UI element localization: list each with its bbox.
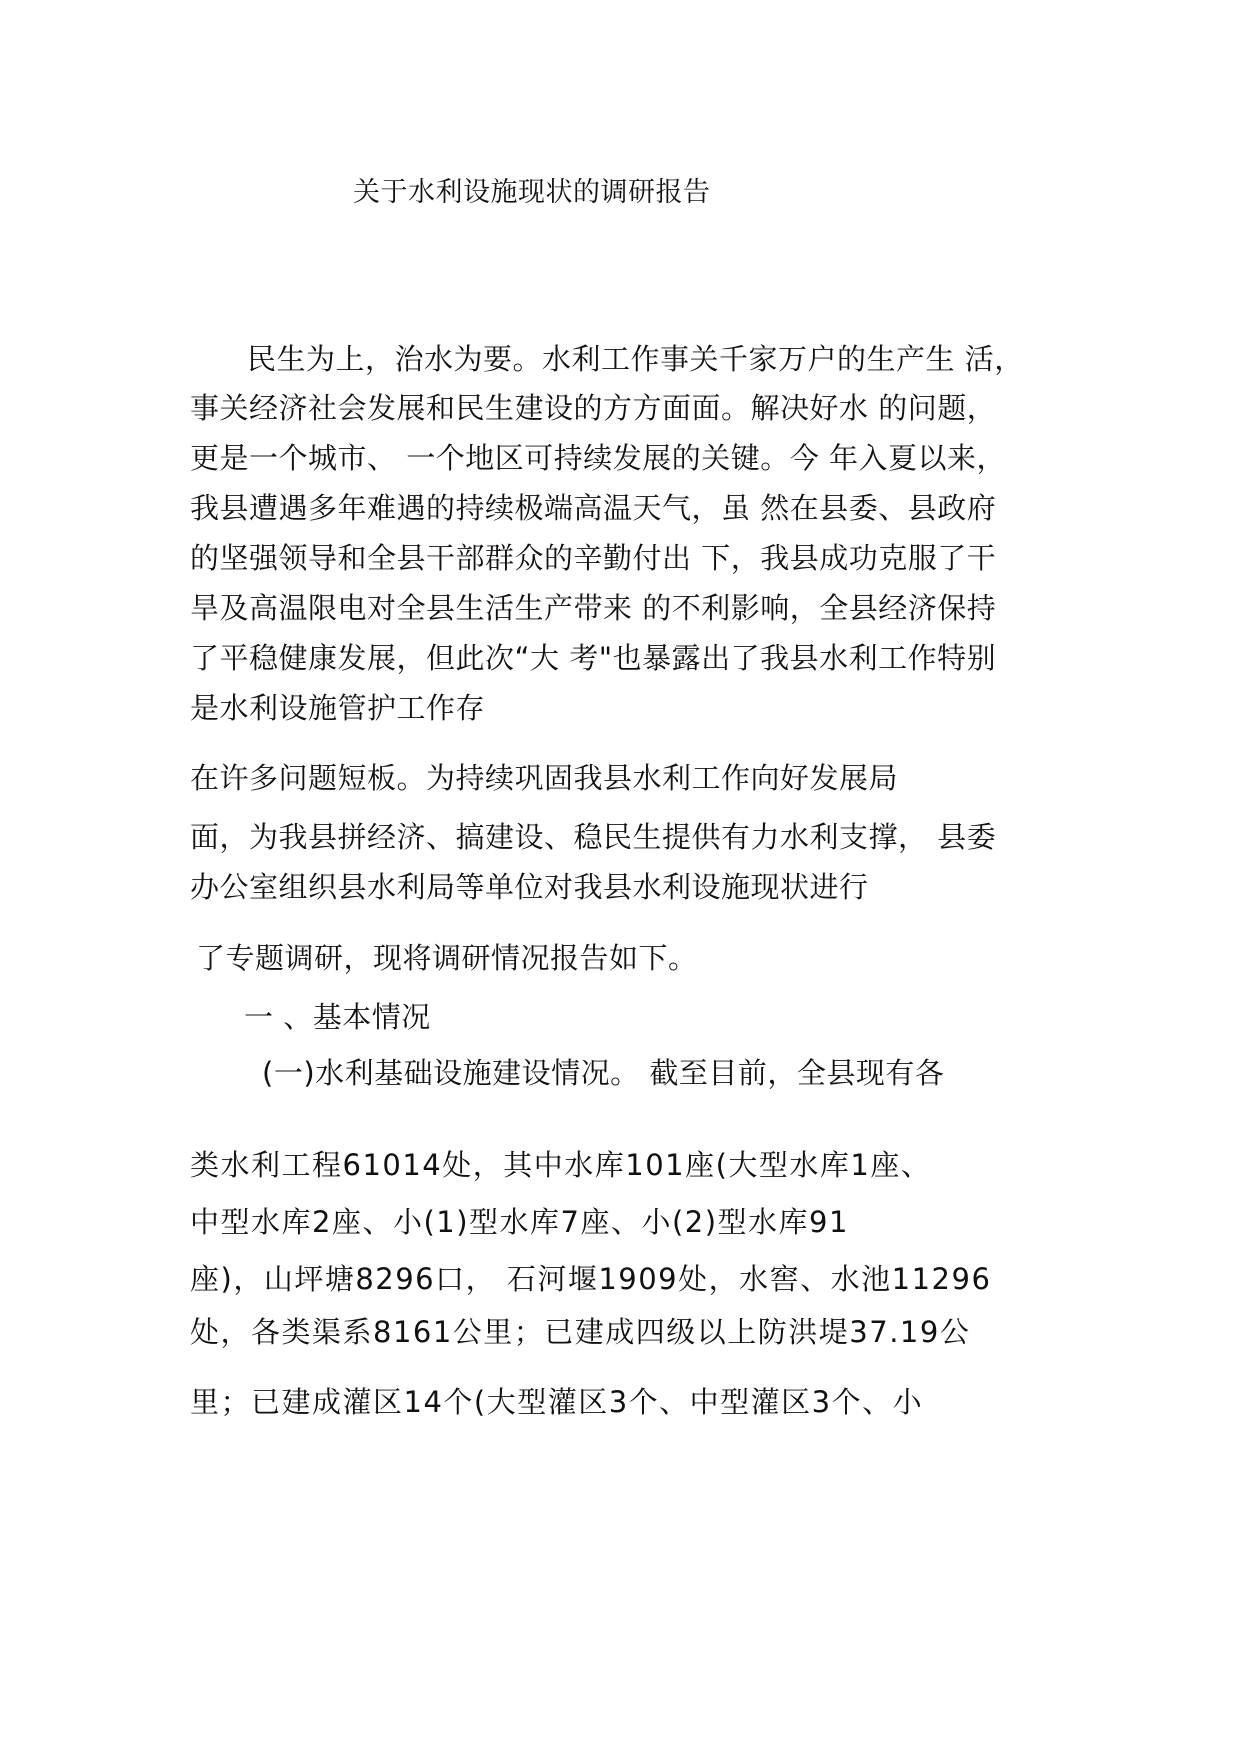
paragraph-line: 的坚强领导和全县干部群众的辛勤付出 下，我县成功克服了干 bbox=[190, 541, 997, 575]
document-title: 关于水利设施现状的调研报告 bbox=[353, 177, 711, 208]
paragraph-line: 了专题调研，现将调研情况报告如下。 bbox=[196, 941, 698, 975]
paragraph-line: 办公室组织县水利局等单位对我县水利设施现状进行 bbox=[190, 870, 869, 904]
paragraph-line: 我县遭遇多年难遇的持续极端高温天气，虽 然在县委、县政府 bbox=[190, 491, 997, 525]
paragraph-line: 事关经济社会发展和民生建设的方方面面。解决好水 的问题， bbox=[190, 391, 997, 425]
paragraph-line: 座)，山坪塘8296口， 石河堰1909处，水窖、水池11296 bbox=[190, 1262, 992, 1296]
paragraph-line: 更是一个城市、 一个地区可持续发展的关键。今 年入夏以来， bbox=[190, 441, 1006, 475]
paragraph-line: 旱及高温限电对全县生活生产带来 的不利影响，全县经济保持 bbox=[190, 591, 997, 625]
section-heading: 一 、基本情况 bbox=[244, 1000, 431, 1034]
paragraph-line: 类水利工程61014处，其中水库101座(大型水库1座、 bbox=[190, 1148, 932, 1182]
paragraph-line: 面，为我县拼经济、搞建设、稳民生提供有力水利支撑， 县委 bbox=[190, 820, 997, 854]
paragraph-line: 民生为上，治水为要。水利工作事关千家万户的生产生 活， bbox=[247, 342, 1024, 376]
subsection-heading: (一)水利基础设施建设情况。 截至目前，全县现有各 bbox=[262, 1056, 945, 1090]
paragraph-line: 是水利设施管护工作存 bbox=[190, 691, 486, 725]
paragraph-line: 里；已建成灌区14个(大型灌区3个、中型灌区3个、小 bbox=[190, 1385, 924, 1419]
paragraph-line: 处，各类渠系8161公里；已建成四级以上防洪堤37.19公 bbox=[190, 1315, 971, 1349]
paragraph-line: 中型水库2座、小(1)型水库7座、小(2)型水库91 bbox=[190, 1205, 849, 1239]
paragraph-line: 了平稳健康发展，但此次“大 考"也暴露出了我县水利工作特别 bbox=[190, 641, 997, 675]
paragraph-line: 在许多问题短板。为持续巩固我县水利工作向好发展局 bbox=[190, 761, 899, 795]
